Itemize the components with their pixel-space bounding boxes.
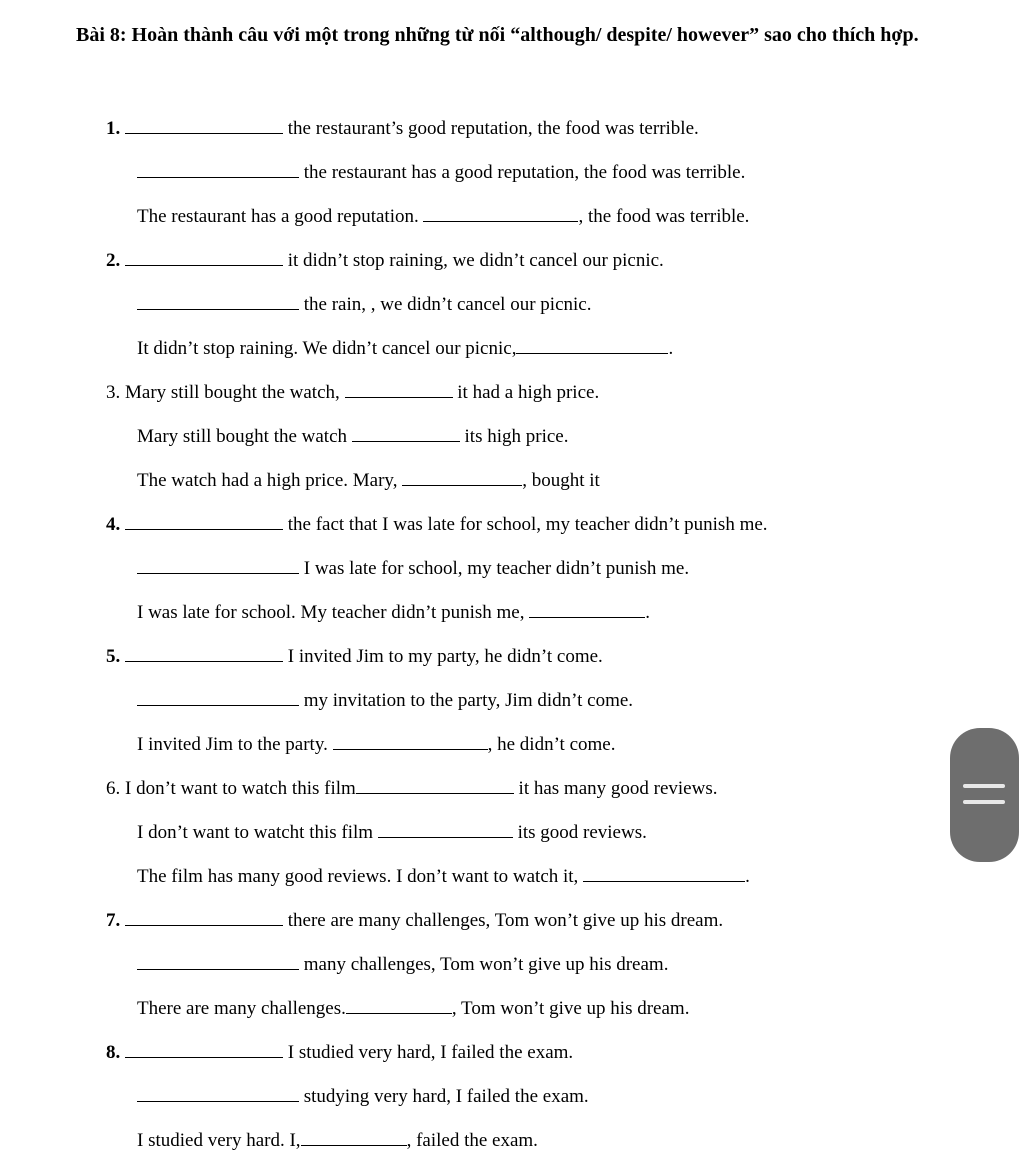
sentence-text: I invited Jim to the party. — [137, 734, 333, 755]
sentence-2c — [137, 335, 673, 361]
item-number: 3. — [106, 382, 121, 403]
sentence-8a — [106, 1039, 573, 1065]
answer-blank[interactable] — [346, 995, 452, 1014]
sentence-6a — [106, 775, 717, 801]
sentence-text: studying very hard, I failed the exam. — [299, 1086, 589, 1107]
answer-blank[interactable] — [423, 203, 578, 222]
sentence-1c — [137, 203, 749, 229]
sentence-3b — [137, 423, 568, 449]
sentence-text: the restaurant’s good reputation, the food was terrible. — [283, 118, 699, 139]
answer-blank[interactable] — [529, 599, 645, 618]
answer-blank[interactable] — [125, 907, 283, 926]
item-number: 5. — [106, 646, 121, 667]
sentence-text: , he didn’t come. — [487, 734, 616, 755]
scroll-handle[interactable] — [950, 728, 1019, 862]
sentence-text: its good reviews. — [512, 822, 647, 843]
sentence-3a — [106, 379, 599, 405]
answer-blank[interactable] — [137, 291, 299, 310]
sentence-text: I don’t want to watcht this film — [137, 822, 378, 843]
sentence-6b — [137, 819, 647, 845]
answer-blank[interactable] — [125, 643, 283, 662]
answer-blank[interactable] — [301, 1127, 407, 1146]
sentence-text: I was late for school. My teacher didn’t punish me, — [137, 602, 530, 623]
item-number: 1. — [106, 118, 121, 139]
sentence-text: , failed the exam. — [406, 1130, 538, 1151]
item-number: 7. — [106, 910, 121, 931]
sentence-text: . — [745, 866, 750, 887]
sentence-text: It didn’t stop raining. We didn’t cancel our picnic, — [137, 338, 517, 359]
sentence-1b — [137, 159, 745, 185]
sentence-text: I studied very hard. I, — [137, 1130, 301, 1151]
item-number: 6. — [106, 778, 121, 799]
sentence-text: the fact that I was late for school, my teacher didn’t punish me. — [283, 514, 768, 535]
sentence-text: it didn’t stop raining, we didn’t cancel our picnic. — [283, 250, 664, 271]
sentence-1a — [106, 115, 699, 141]
answer-blank[interactable] — [402, 467, 522, 486]
sentence-text: there are many challenges, Tom won’t give up his dream. — [283, 910, 724, 931]
answer-blank[interactable] — [137, 951, 299, 970]
sentence-8b — [137, 1083, 589, 1109]
exercise-title: Bài 8: Hoàn thành câu với một trong những từ nối “although/ despite/ however” sao cho thích hợp. — [76, 24, 919, 46]
sentence-8c — [137, 1127, 538, 1153]
sentence-7b — [137, 951, 668, 977]
sentence-text: I don’t want to watch this film — [120, 778, 356, 799]
sentence-4c — [137, 599, 650, 625]
sentence-text: I studied very hard, I failed the exam. — [283, 1042, 574, 1063]
answer-blank[interactable] — [137, 159, 299, 178]
answer-blank[interactable] — [137, 555, 299, 574]
sentence-text: the rain, , we didn’t cancel our picnic. — [299, 294, 592, 315]
item-number: 4. — [106, 514, 121, 535]
sentence-4b — [137, 555, 689, 581]
sentence-text: my invitation to the party, Jim didn’t come. — [299, 690, 634, 711]
sentence-text: its high price. — [459, 426, 569, 447]
answer-blank[interactable] — [583, 863, 745, 882]
sentence-2b — [137, 291, 591, 317]
sentence-text: The restaurant has a good reputation. — [137, 206, 424, 227]
sentence-text: , bought it — [522, 470, 600, 491]
sentence-text: I invited Jim to my party, he didn’t come. — [283, 646, 603, 667]
answer-blank[interactable] — [125, 115, 283, 134]
sentence-text: The film has many good reviews. I don’t want to watch it, — [137, 866, 584, 887]
answer-blank[interactable] — [125, 511, 283, 530]
answer-blank[interactable] — [137, 1083, 299, 1102]
sentence-text: it had a high price. — [452, 382, 600, 403]
sentence-7a — [106, 907, 723, 933]
sentence-6c — [137, 863, 750, 889]
sentence-text: Mary still bought the watch, — [120, 382, 345, 403]
sentence-text: the restaurant has a good reputation, the food was terrible. — [299, 162, 746, 183]
sentence-5a — [106, 643, 603, 669]
sentence-text: it has many good reviews. — [513, 778, 718, 799]
answer-blank[interactable] — [516, 335, 668, 354]
item-number: 2. — [106, 250, 121, 271]
sentence-2a — [106, 247, 664, 273]
sentence-text: I was late for school, my teacher didn’t punish me. — [299, 558, 690, 579]
sentence-5b — [137, 687, 633, 713]
sentence-text: Mary still bought the watch — [137, 426, 352, 447]
item-number: 8. — [106, 1042, 121, 1063]
sentence-4a — [106, 511, 768, 537]
sentence-text: many challenges, Tom won’t give up his dream. — [299, 954, 669, 975]
sentence-text: , the food was terrible. — [578, 206, 750, 227]
answer-blank[interactable] — [356, 775, 514, 794]
sentence-text: . — [645, 602, 650, 623]
answer-blank[interactable] — [378, 819, 513, 838]
sentence-text: , Tom won’t give up his dream. — [451, 998, 690, 1019]
answer-blank[interactable] — [125, 247, 283, 266]
answer-blank[interactable] — [333, 731, 488, 750]
sentence-3c — [137, 467, 600, 493]
answer-blank[interactable] — [125, 1039, 283, 1058]
sentence-5c — [137, 731, 615, 757]
sentence-text: There are many challenges. — [137, 998, 346, 1019]
sentence-text: The watch had a high price. Mary, — [137, 470, 403, 491]
answer-blank[interactable] — [137, 687, 299, 706]
sentence-7c — [137, 995, 689, 1021]
answer-blank[interactable] — [345, 379, 453, 398]
answer-blank[interactable] — [352, 423, 460, 442]
sentence-text: . — [668, 338, 674, 359]
